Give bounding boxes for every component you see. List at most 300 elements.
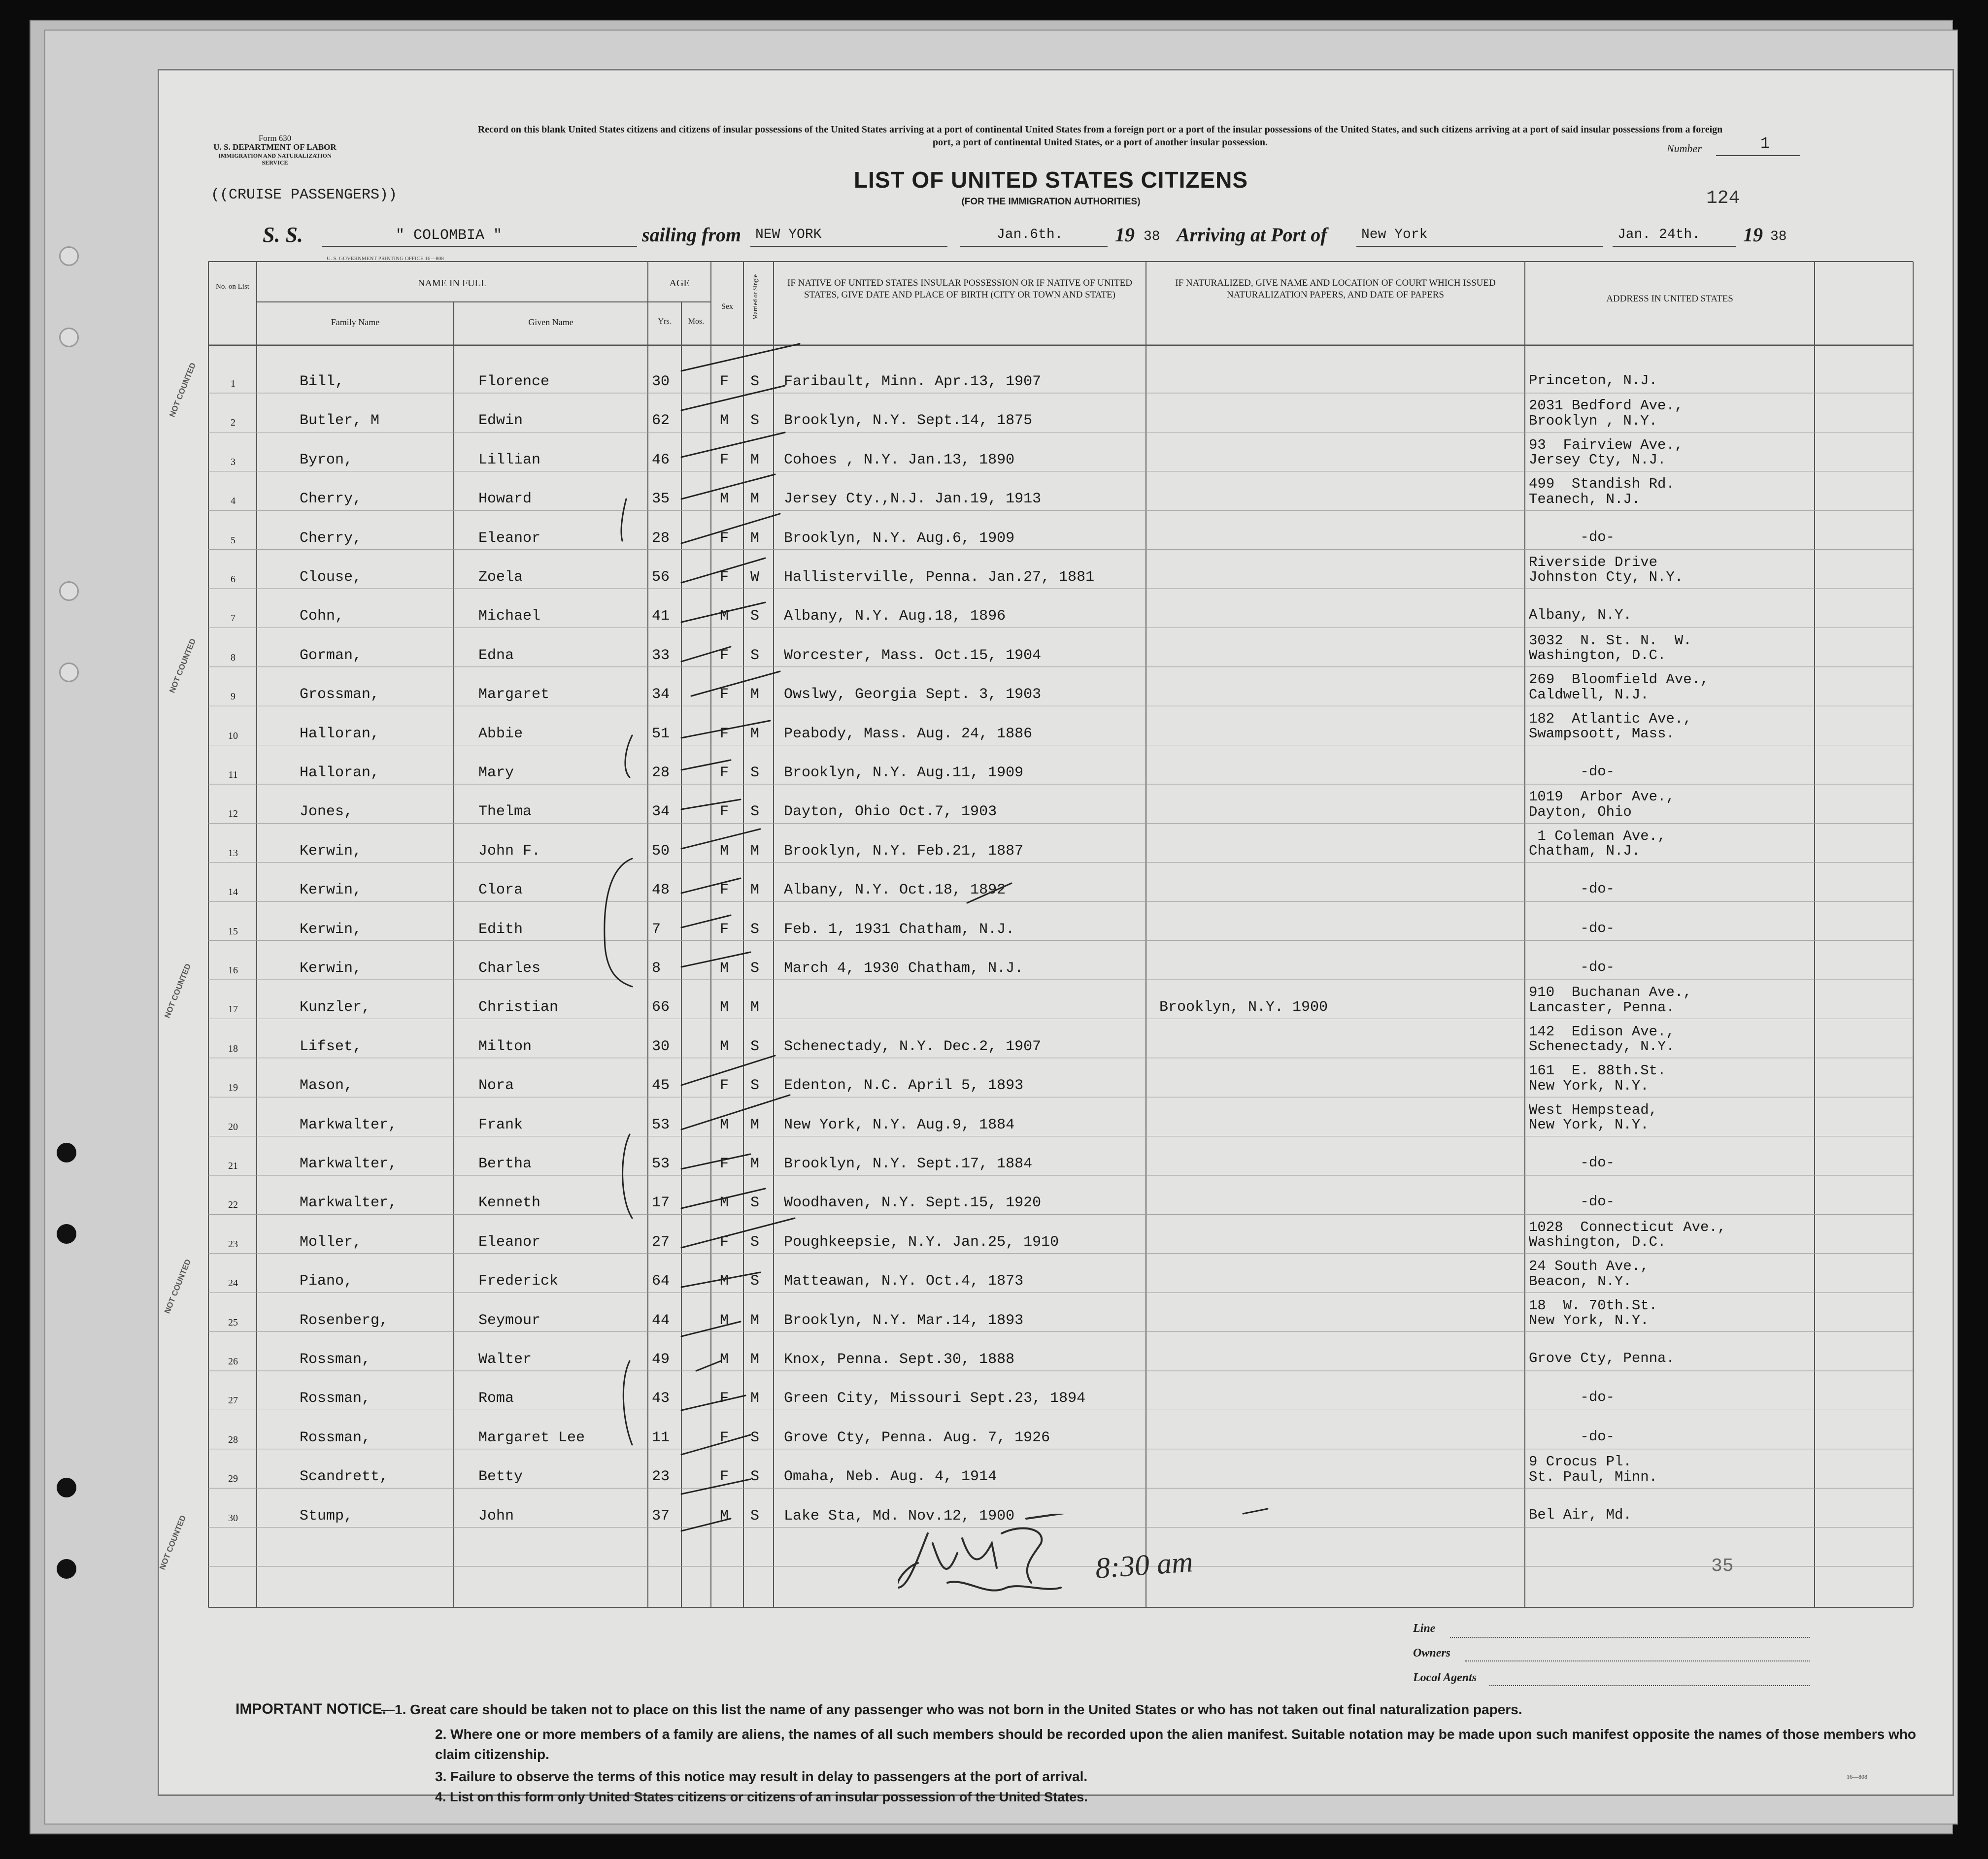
- address: -do-: [1529, 920, 1615, 936]
- row-number: 2: [231, 417, 236, 429]
- col-header-married: Married or Single: [751, 274, 759, 320]
- record-note: Record on this blank United States citizens and citizens of insular possessions of the United States arriving at a port of continental United States from a foreign port or a port of the insular possessions of the United States, and such citizens arriving at a port of said insular possessions from a foreign port, a port of continental United States, or a port of another insular possession.: [477, 124, 1723, 148]
- address: 142 Edison Ave., Schenectady, N.Y.: [1529, 1023, 1675, 1055]
- family-name: Cohn,: [300, 608, 344, 625]
- row-number: 23: [228, 1238, 238, 1250]
- marital-status: S: [750, 373, 760, 390]
- birth-place-date: Brooklyn, N.Y. Feb.21, 1887: [784, 842, 1024, 860]
- row-number: 25: [228, 1317, 238, 1328]
- family-name: Rossman,: [300, 1429, 371, 1446]
- marital-status: S: [750, 764, 760, 781]
- sex: F: [720, 1077, 729, 1095]
- age-years: 28: [652, 764, 670, 781]
- family-name: Markwalter,: [300, 1116, 398, 1133]
- given-name: Charles: [478, 960, 541, 977]
- age-years: 41: [652, 608, 670, 625]
- marital-status: S: [750, 1038, 760, 1055]
- birth-place-date: New York, N.Y. Aug.9, 1884: [784, 1116, 1015, 1133]
- arrival-year-prefix: 19: [1743, 224, 1763, 246]
- given-name: Edna: [478, 647, 514, 664]
- sex: F: [720, 569, 729, 586]
- col-header-name: NAME IN FULL: [418, 278, 487, 289]
- address: 18 W. 70th.St. New York, N.Y.: [1529, 1297, 1658, 1329]
- notice-title: IMPORTANT NOTICE.: [236, 1701, 387, 1717]
- row-number: 28: [228, 1434, 238, 1445]
- address: Grove Cty, Penna.: [1529, 1350, 1675, 1366]
- address: 24 South Ave., Beacon, N.Y.: [1529, 1258, 1649, 1290]
- birth-place-date: Brooklyn, N.Y. Sept.14, 1875: [784, 412, 1033, 430]
- sex: F: [720, 921, 729, 938]
- agents-rule: [1489, 1685, 1810, 1686]
- punch-hole: [57, 1143, 76, 1162]
- sex: M: [720, 960, 729, 977]
- age-years: 44: [652, 1312, 670, 1329]
- address: 93 Fairview Ave., Jersey Cty, N.J.: [1529, 436, 1684, 468]
- birth-place-date: Edenton, N.C. April 5, 1893: [784, 1077, 1024, 1095]
- not-counted-stamp: NOT COUNTED: [168, 637, 198, 695]
- family-name: Markwalter,: [300, 1156, 398, 1172]
- col-header-address: ADDRESS IN UNITED STATES: [1606, 294, 1733, 304]
- row-number: 19: [228, 1082, 238, 1094]
- sex: F: [720, 373, 729, 390]
- address: -do-: [1529, 1194, 1615, 1210]
- handwritten-signature: [898, 1514, 1105, 1607]
- address: Riverside Drive Johnston Cty, N.Y.: [1529, 554, 1684, 586]
- age-years: 45: [652, 1077, 670, 1095]
- row-number: 22: [228, 1199, 238, 1211]
- sailing-year-prefix: 19: [1115, 224, 1135, 246]
- address: -do-: [1529, 959, 1615, 975]
- department-name: U. S. DEPARTMENT OF LABOR: [213, 142, 337, 152]
- address: 1 Coleman Ave., Chatham, N.J.: [1529, 828, 1666, 860]
- row-number: 17: [228, 1004, 238, 1015]
- row-number: 5: [231, 534, 236, 546]
- row-number: 21: [228, 1161, 238, 1171]
- sex: M: [720, 1507, 729, 1525]
- given-name: Margaret: [478, 686, 550, 703]
- sex: F: [720, 686, 729, 703]
- notice-3: 3. Failure to observe the terms of this notice may result in delay to passengers at the port of arrival.: [435, 1769, 1088, 1784]
- address: -do-: [1529, 1155, 1615, 1171]
- marital-status: M: [750, 725, 760, 742]
- family-name: Kerwin,: [300, 921, 362, 938]
- address: -do-: [1529, 881, 1615, 897]
- naturalization: Brooklyn, N.Y. 1900: [1159, 999, 1328, 1016]
- given-name: Thelma: [478, 803, 532, 821]
- given-name: Seymour: [478, 1312, 541, 1329]
- not-counted-stamp: NOT COUNTED: [163, 1258, 193, 1315]
- family-name: Kerwin,: [300, 842, 362, 860]
- age-years: 7: [652, 921, 661, 938]
- family-name: Byron,: [300, 451, 353, 468]
- age-years: 35: [652, 491, 670, 508]
- col-header-yrs: Yrs.: [658, 317, 672, 326]
- family-name: Piano,: [300, 1273, 353, 1290]
- marital-status: S: [750, 1273, 760, 1290]
- family-name: Kerwin,: [300, 882, 362, 899]
- sex: M: [720, 1116, 729, 1133]
- birth-place-date: Faribault, Minn. Apr.13, 1907: [784, 373, 1042, 390]
- sex: M: [720, 1312, 729, 1329]
- given-name: Michael: [478, 608, 541, 625]
- marital-status: W: [750, 569, 760, 586]
- birth-place-date: Hallisterville, Penna. Jan.27, 1881: [784, 569, 1095, 586]
- ss-label: S. S.: [263, 223, 303, 247]
- family-name: Moller,: [300, 1233, 362, 1251]
- address: -do-: [1529, 529, 1615, 545]
- sex: F: [720, 1233, 729, 1251]
- birth-place-date: March 4, 1930 Chatham, N.J.: [784, 960, 1024, 977]
- sex: M: [720, 1273, 729, 1290]
- owners-label: Owners: [1413, 1647, 1451, 1660]
- age-years: 27: [652, 1233, 670, 1251]
- given-name: Milton: [478, 1038, 532, 1055]
- notice-2: 2. Where one or more members of a family are aliens, the names of all such members should be recorded upon the alien manifest. Suitable notation may be made upon such manifest opposite the names of those members who claim citizenship.: [435, 1726, 1917, 1762]
- age-years: 50: [652, 842, 670, 860]
- age-years: 34: [652, 803, 670, 821]
- col-header-mos: Mos.: [688, 317, 705, 326]
- sex: M: [720, 842, 729, 860]
- line-label: Line: [1413, 1622, 1436, 1635]
- not-counted-stamp: NOT COUNTED: [168, 362, 198, 419]
- address: 269 Bloomfield Ave., Caldwell, N.J.: [1529, 671, 1709, 703]
- birth-place-date: Feb. 1, 1931 Chatham, N.J.: [784, 921, 1015, 938]
- family-name: Cherry,: [300, 491, 362, 508]
- sex: M: [720, 1351, 729, 1368]
- sex: F: [720, 803, 729, 821]
- birth-place-date: Brooklyn, N.Y. Mar.14, 1893: [784, 1312, 1024, 1329]
- birth-place-date: Albany, N.Y. Oct.18, 1892: [784, 882, 1006, 899]
- row-number: 26: [228, 1356, 238, 1367]
- given-name: Walter: [478, 1351, 532, 1368]
- row-number: 30: [228, 1512, 238, 1524]
- number-value: 1: [1760, 134, 1770, 153]
- stamp-number: 35: [1711, 1556, 1734, 1577]
- row-number: 8: [231, 652, 236, 663]
- sailing-port: NEW YORK: [755, 227, 822, 242]
- age-years: 28: [652, 530, 670, 547]
- age-years: 43: [652, 1390, 670, 1407]
- col-header-sex: Sex: [721, 302, 733, 311]
- family-name: Jones,: [300, 803, 353, 821]
- marital-status: S: [750, 1077, 760, 1095]
- sex: M: [720, 1038, 729, 1055]
- sex: F: [720, 725, 729, 742]
- birth-place-date: Schenectady, N.Y. Dec.2, 1907: [784, 1038, 1042, 1055]
- manifest-sheet: [158, 69, 1954, 1804]
- row-number: 3: [231, 456, 236, 467]
- age-years: 37: [652, 1507, 670, 1525]
- family-name: Kunzler,: [300, 999, 371, 1016]
- sex: F: [720, 882, 729, 899]
- marital-status: M: [750, 1156, 760, 1172]
- given-name: Edwin: [478, 412, 523, 430]
- row-number: 6: [231, 574, 236, 585]
- row-number: 13: [228, 847, 238, 859]
- row-number: 29: [228, 1473, 238, 1485]
- given-name: Florence: [478, 373, 550, 390]
- family-name: Rossman,: [300, 1351, 371, 1368]
- family-name: Cherry,: [300, 530, 362, 547]
- col-header-age: AGE: [669, 278, 690, 289]
- address: 3032 N. St. N. W. Washington, D.C.: [1529, 632, 1692, 664]
- marital-status: M: [750, 1116, 760, 1133]
- age-years: 48: [652, 882, 670, 899]
- given-name: Christian: [478, 999, 559, 1016]
- birth-place-date: Grove Cty, Penna. Aug. 7, 1926: [784, 1429, 1050, 1446]
- agents-label: Local Agents: [1413, 1671, 1477, 1684]
- family-name: Halloran,: [300, 764, 380, 781]
- col-header-no: No. on List: [216, 283, 249, 291]
- birth-place-date: Poughkeepsie, N.Y. Jan.25, 1910: [784, 1233, 1059, 1251]
- age-years: 53: [652, 1156, 670, 1172]
- row-number: 9: [231, 691, 236, 702]
- given-name: John F.: [478, 842, 541, 860]
- age-years: 8: [652, 960, 661, 977]
- age-years: 34: [652, 686, 670, 703]
- marital-status: M: [750, 842, 760, 860]
- page-number: 124: [1706, 188, 1740, 209]
- punch-hole: [59, 663, 79, 682]
- marital-status: S: [750, 960, 760, 977]
- family-name: Grossman,: [300, 686, 380, 703]
- row-number: 12: [228, 808, 238, 820]
- punch-hole: [57, 1224, 76, 1244]
- row-number: 14: [228, 887, 238, 898]
- service-name: IMMIGRATION AND NATURALIZATION SERVICE: [218, 152, 332, 166]
- given-name: Roma: [478, 1390, 514, 1407]
- row-number: 18: [228, 1043, 238, 1054]
- family-name: Rossman,: [300, 1390, 371, 1407]
- address: 2031 Bedford Ave., Brooklyn , N.Y.: [1529, 398, 1684, 429]
- address: Princeton, N.J.: [1529, 372, 1658, 389]
- address: 161 E. 88th.St. New York, N.Y.: [1529, 1062, 1666, 1094]
- birth-place-date: Brooklyn, N.Y. Aug.6, 1909: [784, 530, 1015, 547]
- given-name: Betty: [478, 1468, 523, 1486]
- sex: F: [720, 451, 729, 468]
- row-number: 20: [228, 1121, 238, 1132]
- marital-status: S: [750, 1233, 760, 1251]
- family-name: Rosenberg,: [300, 1312, 389, 1329]
- age-years: 11: [652, 1429, 670, 1446]
- address: 1028 Connecticut Ave., Washington, D.C.: [1529, 1219, 1726, 1251]
- row-number: 16: [228, 965, 238, 976]
- age-years: 56: [652, 569, 670, 586]
- corner-code: 16—808: [1847, 1773, 1867, 1780]
- address: Bel Air, Md.: [1529, 1506, 1632, 1523]
- row-number: 4: [231, 496, 236, 507]
- sex: F: [720, 764, 729, 781]
- age-years: 30: [652, 373, 670, 390]
- punch-hole: [59, 246, 79, 266]
- notice-4: 4. List on this form only United States citizens or citizens of an insular possession of the United States.: [435, 1790, 1088, 1804]
- sex: M: [720, 608, 729, 625]
- age-years: 17: [652, 1195, 670, 1212]
- family-name: Butler, M: [300, 412, 380, 430]
- arrival-date: Jan. 24th.: [1617, 227, 1701, 242]
- sex: F: [720, 1156, 729, 1172]
- family-name: Bill,: [300, 373, 344, 390]
- arriving-label: Arriving at Port of: [1177, 224, 1327, 246]
- marital-status: M: [750, 451, 760, 468]
- age-years: 53: [652, 1116, 670, 1133]
- marital-status: S: [750, 1429, 760, 1446]
- number-label: Number: [1667, 142, 1702, 155]
- row-number: 10: [228, 730, 238, 741]
- marital-status: S: [750, 647, 760, 664]
- cruise-label: ((CRUISE PASSENGERS)): [211, 187, 398, 203]
- age-years: 33: [652, 647, 670, 664]
- address: -do-: [1529, 1428, 1615, 1445]
- marital-status: S: [750, 921, 760, 938]
- given-name: Eleanor: [478, 530, 541, 547]
- given-name: Eleanor: [478, 1233, 541, 1251]
- punch-hole: [57, 1559, 76, 1579]
- not-counted-stamp: NOT COUNTED: [163, 963, 193, 1020]
- address: -do-: [1529, 764, 1615, 780]
- address: 910 Buchanan Ave., Lancaster, Penna.: [1529, 984, 1692, 1016]
- marital-status: M: [750, 491, 760, 508]
- form-number: Form 630: [258, 133, 292, 143]
- marital-status: S: [750, 608, 760, 625]
- birth-place-date: Peabody, Mass. Aug. 24, 1886: [784, 725, 1033, 742]
- marital-status: M: [750, 530, 760, 547]
- birth-place-date: Dayton, Ohio Oct.7, 1903: [784, 803, 997, 821]
- birth-place-date: Jersey Cty.,N.J. Jan.19, 1913: [784, 491, 1042, 508]
- given-name: Nora: [478, 1077, 514, 1095]
- line-rule: [1450, 1637, 1810, 1638]
- arrival-port: New York: [1361, 227, 1428, 242]
- sex: F: [720, 1468, 729, 1486]
- sex: M: [720, 1195, 729, 1212]
- sex: M: [720, 999, 729, 1016]
- col-header-given: Given Name: [528, 317, 573, 327]
- given-name: Margaret Lee: [478, 1429, 585, 1446]
- given-name: Edith: [478, 921, 523, 938]
- row-number: 24: [228, 1278, 238, 1289]
- family-name: Clouse,: [300, 569, 362, 586]
- row-number: 1: [231, 378, 236, 389]
- sex: M: [720, 491, 729, 508]
- family-name: Stump,: [300, 1507, 353, 1525]
- family-name: Halloran,: [300, 725, 380, 742]
- sex: F: [720, 1429, 729, 1446]
- form-subtitle: (FOR THE IMMIGRATION AUTHORITIES): [961, 197, 1141, 207]
- given-name: Frank: [478, 1116, 523, 1133]
- form-title: LIST OF UNITED STATES CITIZENS: [853, 167, 1248, 193]
- marital-status: M: [750, 1390, 760, 1407]
- marital-status: S: [750, 1195, 760, 1212]
- given-name: Lillian: [478, 451, 541, 468]
- sailing-year: 38: [1144, 229, 1160, 244]
- punch-hole: [57, 1478, 76, 1497]
- marital-status: S: [750, 1468, 760, 1486]
- family-name: Lifset,: [300, 1038, 362, 1055]
- marital-status: M: [750, 686, 760, 703]
- marital-status: M: [750, 882, 760, 899]
- birth-place-date: Matteawan, N.Y. Oct.4, 1873: [784, 1273, 1024, 1290]
- given-name: John: [478, 1507, 514, 1525]
- address: 499 Standish Rd. Teanech, N.J.: [1529, 476, 1675, 507]
- given-name: Abbie: [478, 725, 523, 742]
- ship-name: " COLOMBIA ": [396, 227, 503, 244]
- birth-place-date: Brooklyn, N.Y. Sept.17, 1884: [784, 1156, 1033, 1172]
- marital-status: S: [750, 412, 760, 430]
- birth-place-date: Omaha, Neb. Aug. 4, 1914: [784, 1468, 997, 1486]
- row-number: 15: [228, 926, 238, 937]
- given-name: Clora: [478, 882, 523, 899]
- sex: F: [720, 647, 729, 664]
- birth-place-date: Lake Sta, Md. Nov.12, 1900: [784, 1507, 1015, 1525]
- marital-status: S: [750, 803, 760, 821]
- given-name: Howard: [478, 491, 532, 508]
- family-name: Gorman,: [300, 647, 362, 664]
- sex: M: [720, 412, 729, 430]
- row-number: 11: [228, 769, 238, 780]
- family-name: Markwalter,: [300, 1195, 398, 1212]
- sailing-date: Jan.6th.: [997, 227, 1063, 242]
- birth-place-date: Knox, Penna. Sept.30, 1888: [784, 1351, 1015, 1368]
- family-name: Scandrett,: [300, 1468, 389, 1486]
- age-years: 64: [652, 1273, 670, 1290]
- age-years: 51: [652, 725, 670, 742]
- age-years: 49: [652, 1351, 670, 1368]
- birth-place-date: Cohoes , N.Y. Jan.13, 1890: [784, 451, 1015, 468]
- marital-status: M: [750, 1351, 760, 1368]
- not-counted-stamp: NOT COUNTED: [158, 1514, 188, 1571]
- given-name: Frederick: [478, 1273, 559, 1290]
- marital-status: S: [750, 1507, 760, 1525]
- given-name: Kenneth: [478, 1195, 541, 1212]
- arrival-year: 38: [1770, 229, 1787, 244]
- birth-place-date: Albany, N.Y. Aug.18, 1896: [784, 608, 1006, 625]
- row-number: 27: [228, 1395, 238, 1406]
- row-number: 7: [231, 613, 236, 624]
- given-name: Bertha: [478, 1156, 532, 1172]
- birth-place-date: Worcester, Mass. Oct.15, 1904: [784, 647, 1042, 664]
- given-name: Zoela: [478, 569, 523, 586]
- address: 1019 Arbor Ave., Dayton, Ohio: [1529, 789, 1675, 820]
- address: West Hempstead, New York, N.Y.: [1529, 1101, 1658, 1133]
- print-code: U. S. GOVERNMENT PRINTING OFFICE 16—808: [327, 256, 444, 262]
- notice-1: —1. Great care should be taken not to place on this list the name of any passenger who was not born in the United States or who has not taken out final naturalization papers.: [381, 1702, 1522, 1717]
- age-years: 30: [652, 1038, 670, 1055]
- birth-place-date: Woodhaven, N.Y. Sept.15, 1920: [784, 1195, 1042, 1212]
- col-header-family: Family Name: [331, 317, 380, 327]
- address: -do-: [1529, 1389, 1615, 1406]
- punch-hole: [59, 581, 79, 601]
- address: Albany, N.Y.: [1529, 607, 1632, 624]
- family-name: Mason,: [300, 1077, 353, 1095]
- owners-rule: [1465, 1660, 1810, 1661]
- marital-status: M: [750, 1312, 760, 1329]
- age-years: 62: [652, 412, 670, 430]
- address: 182 Atlantic Ave., Swampsoott, Mass.: [1529, 710, 1692, 742]
- family-name: Kerwin,: [300, 960, 362, 977]
- birth-place-date: Owslwy, Georgia Sept. 3, 1903: [784, 686, 1042, 703]
- age-years: 46: [652, 451, 670, 468]
- handwritten-time: 8:30 am: [1094, 1545, 1194, 1585]
- age-years: 23: [652, 1468, 670, 1486]
- age-years: 66: [652, 999, 670, 1016]
- marital-status: M: [750, 999, 760, 1016]
- sailing-label: sailing from: [642, 224, 741, 246]
- sex: F: [720, 530, 729, 547]
- punch-hole: [59, 328, 79, 347]
- given-name: Mary: [478, 764, 514, 781]
- col-header-naturalized: IF NATURALIZED, GIVE NAME AND LOCATION OF COURT WHICH ISSUED NATURALIZATION PAPERS, AND DATE OF PAPERS: [1175, 278, 1496, 300]
- sex: F: [720, 1390, 729, 1407]
